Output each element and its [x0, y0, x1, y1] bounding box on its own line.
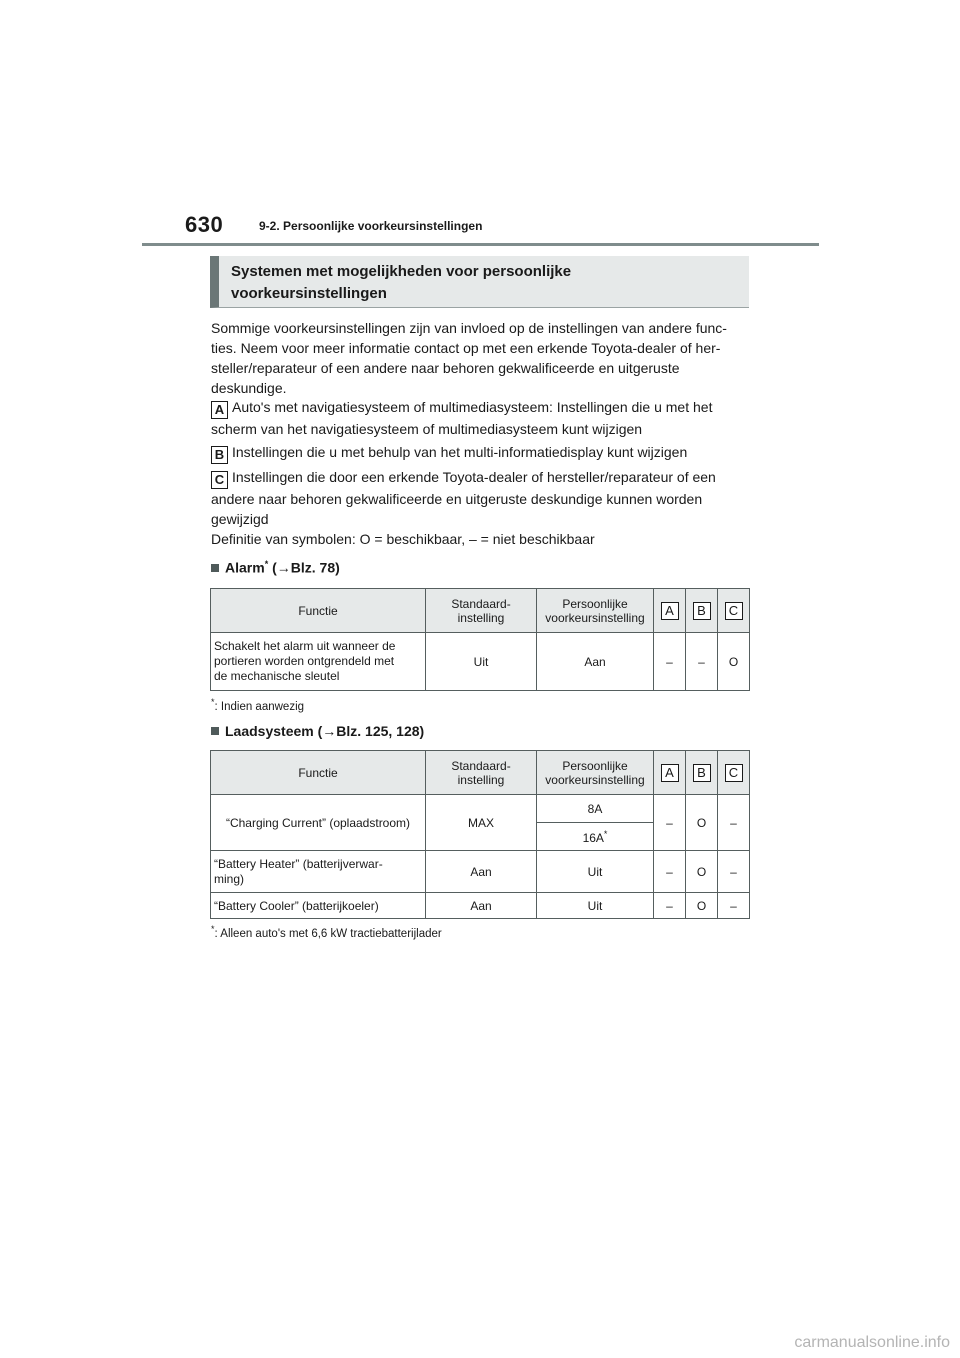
cell-c: –	[718, 851, 750, 893]
section-heading-box	[210, 256, 749, 308]
cell-b: O	[686, 851, 718, 893]
table-row	[211, 893, 750, 919]
cell-c: O	[718, 633, 750, 691]
section-title-line2: voorkeursinstellingen	[231, 285, 387, 302]
square-bullet-icon	[211, 564, 219, 572]
chapter-title: 9-2. Persoonlijke voorkeursinstellingen	[259, 219, 483, 233]
col-persoonlijk-l2: voorkeursinstelling	[545, 610, 645, 625]
table-header-row	[211, 589, 750, 633]
legend-c-line2: andere naar behoren gekwalificeerde en uitgeruste deskundige kunnen worden	[211, 491, 703, 507]
section-title-line1: Systemen met mogelijkheden voor persoonlijke	[231, 263, 572, 280]
footnote-text: : Indien aanwezig	[214, 701, 305, 713]
badge-c: C	[725, 764, 743, 782]
legend-a-line2: scherm van het navigatiesysteem of multimediasysteem kunt wijzigen	[211, 421, 643, 437]
badge-b: B	[211, 446, 228, 464]
col-a	[654, 589, 686, 633]
intro-line: Sommige voorkeursinstellingen zijn van invloed op de instellingen van andere func-	[211, 320, 727, 336]
cell-functie	[211, 851, 426, 893]
cell-functie-l2: ming)	[214, 871, 245, 886]
legend-b	[211, 442, 751, 464]
alarm-footnote	[211, 697, 304, 713]
alarm-ref: (→Blz. 78)	[268, 559, 340, 576]
footnote-text: : Alleen auto's met 6,6 kW tractiebatterijlader	[214, 928, 442, 940]
symbol-definition: Definitie van symbolen: O = beschikbaar, – = niet beschikbaar	[211, 531, 595, 547]
cell-b: O	[686, 795, 718, 851]
charging-heading	[211, 723, 424, 739]
cell-standaard: Aan	[426, 851, 537, 893]
table-row	[211, 795, 750, 823]
col-standaard-l1: Standaard-	[451, 758, 511, 773]
cell-b: –	[686, 633, 718, 691]
cell-functie: “Charging Current” (oplaadstroom)	[211, 795, 426, 851]
intro-line: ties. Neem voor meer informatie contact op met een erkende Toyota-dealer of her-	[211, 340, 721, 356]
alarm-heading	[211, 559, 340, 576]
legend-b-line1: Instellingen die u met behulp van het multi-informatiedisplay kunt wijzigen	[232, 444, 688, 460]
charging-table	[210, 750, 750, 919]
page-number: 630	[185, 212, 224, 237]
badge-b: B	[693, 602, 711, 620]
intro-line: steller/reparateur of een andere naar behoren gekwalificeerde en uitgeruste	[211, 360, 680, 376]
cell-functie-l2: portieren worden ontgrendeld met	[214, 654, 395, 668]
alarm-heading-text: Alarm	[225, 559, 265, 576]
cell-a: –	[654, 633, 686, 691]
cell-c: –	[718, 893, 750, 919]
table-row	[211, 851, 750, 893]
cell-b: O	[686, 893, 718, 919]
table-row	[211, 633, 750, 691]
cell-value: 16A	[582, 830, 604, 845]
cell-persoonlijk: 8A	[537, 795, 654, 823]
watermark: carmanualsonline.info	[794, 1334, 950, 1351]
col-persoonlijk-l2: voorkeursinstelling	[545, 772, 645, 787]
badge-a: A	[211, 401, 228, 419]
intro-paragraph	[211, 318, 751, 398]
cell-standaard: MAX	[426, 795, 537, 851]
cell-functie-l1: “Battery Heater” (batterijverwar-	[214, 856, 383, 871]
badge-a: A	[661, 602, 679, 620]
legend-c	[211, 467, 751, 549]
footnote-mark: *	[211, 697, 215, 707]
legend-c-line3: gewijzigd	[211, 511, 269, 527]
cell-standaard: Aan	[426, 893, 537, 919]
cell-a: –	[654, 851, 686, 893]
col-standaard-l2: instelling	[457, 610, 505, 625]
col-a	[654, 751, 686, 795]
table-header-row	[211, 751, 750, 795]
header-rule	[142, 243, 819, 246]
cell-persoonlijk: Aan	[537, 633, 654, 691]
alarm-table	[210, 588, 750, 691]
col-functie: Functie	[211, 751, 426, 795]
col-c	[718, 589, 750, 633]
cell-standaard: Uit	[426, 633, 537, 691]
col-standaard	[426, 589, 537, 633]
cell-a: –	[654, 893, 686, 919]
col-persoonlijk-l1: Persoonlijke	[562, 596, 628, 611]
col-persoonlijk-l1: Persoonlijke	[562, 758, 628, 773]
footnote-mark: *	[603, 828, 608, 839]
cell-persoonlijk: Uit	[537, 893, 654, 919]
badge-b: B	[693, 764, 711, 782]
badge-c: C	[725, 602, 743, 620]
cell-persoonlijk	[537, 823, 654, 851]
charging-heading-text: Laadsysteem (→Blz. 125, 128)	[225, 723, 425, 739]
col-persoonlijk	[537, 751, 654, 795]
col-standaard	[426, 751, 537, 795]
col-b	[686, 589, 718, 633]
cell-c: –	[718, 795, 750, 851]
col-functie: Functie	[211, 589, 426, 633]
cell-functie	[211, 633, 426, 691]
col-persoonlijk	[537, 589, 654, 633]
legend-a	[211, 397, 751, 439]
cell-functie-l1: Schakelt het alarm uit wanneer de	[214, 639, 396, 653]
footnote-mark: *	[211, 924, 215, 934]
square-bullet-icon	[211, 727, 219, 735]
badge-a: A	[661, 764, 679, 782]
cell-persoonlijk: Uit	[537, 851, 654, 893]
badge-c: C	[211, 471, 228, 489]
legend-c-line1: Instellingen die door een erkende Toyota-dealer of hersteller/reparateur of een	[232, 469, 716, 485]
intro-line: deskundige.	[211, 380, 287, 396]
col-standaard-l2: instelling	[457, 772, 505, 787]
col-c	[718, 751, 750, 795]
cell-a: –	[654, 795, 686, 851]
charging-footnote	[211, 924, 442, 940]
col-standaard-l1: Standaard-	[451, 596, 511, 611]
cell-functie: “Battery Cooler” (batterijkoeler)	[211, 893, 426, 919]
footnote-mark: *	[264, 559, 269, 569]
legend-a-line1: Auto's met navigatiesysteem of multimediasysteem: Instellingen die u met het	[232, 399, 713, 415]
cell-functie-l3: de mechanische sleutel	[214, 669, 340, 683]
col-b	[686, 751, 718, 795]
